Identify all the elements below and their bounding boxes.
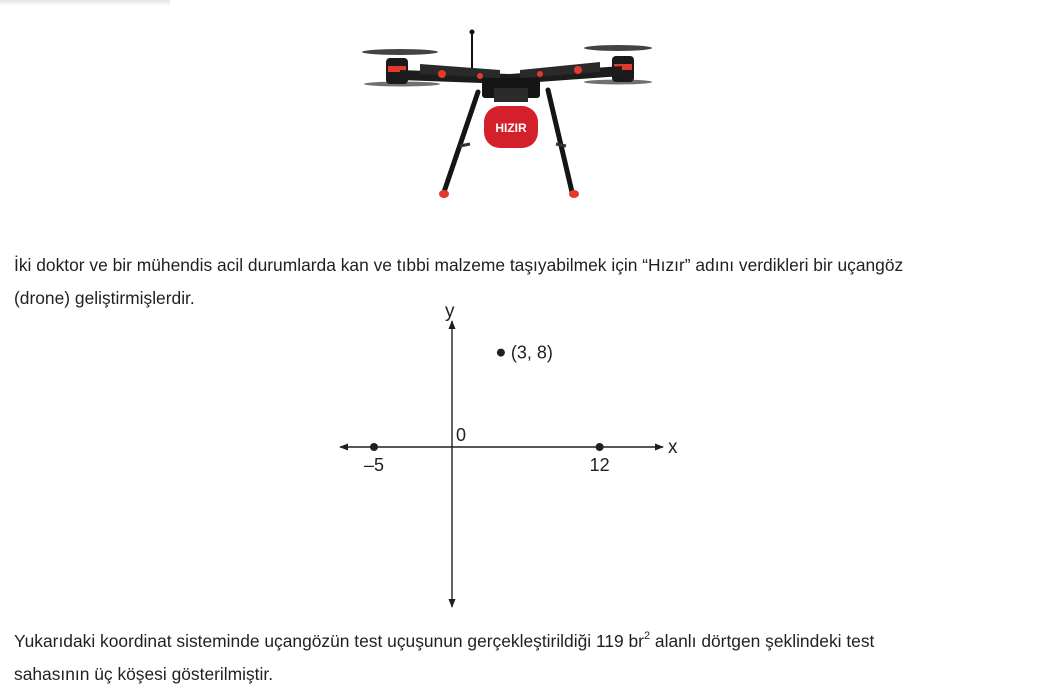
x-axis-label: x: [668, 437, 678, 458]
question-line-2: sahasının üç köşesi gösterilmiştir.: [14, 664, 274, 684]
intro-line-2: (drone) geliştirmişlerdir.: [14, 288, 195, 308]
point-label-1: –5: [363, 455, 385, 475]
y-axis-label: y: [445, 301, 455, 322]
point-0: [497, 349, 505, 357]
superscript-2: 2: [643, 630, 651, 642]
point-1: [370, 443, 378, 451]
coordinate-plane: [330, 298, 700, 614]
drone-logo-text: HIZIR: [495, 121, 527, 135]
question-paragraph: [14, 625, 1014, 691]
point-label-0: (3, 8): [510, 342, 553, 363]
origin-label: 0: [456, 425, 467, 445]
intro-line-1: İki doktor ve bir mühendis acil durumlarda kan ve tıbbi malzeme taşıyabilmek için “Hızır” adını verdikleri bir uçangöz: [14, 255, 904, 275]
question-line-1: Yukarıdaki koordinat sisteminde uçangözün test uçuşunun gerçekleştirildiği 119 $br^2$ alanlı dörtgen şeklindeki test: [14, 630, 875, 651]
point-label-2: 12: [589, 455, 610, 475]
drone-photo: [360, 26, 660, 206]
top-edge-shadow: [0, 0, 170, 6]
point-2: [596, 443, 604, 451]
